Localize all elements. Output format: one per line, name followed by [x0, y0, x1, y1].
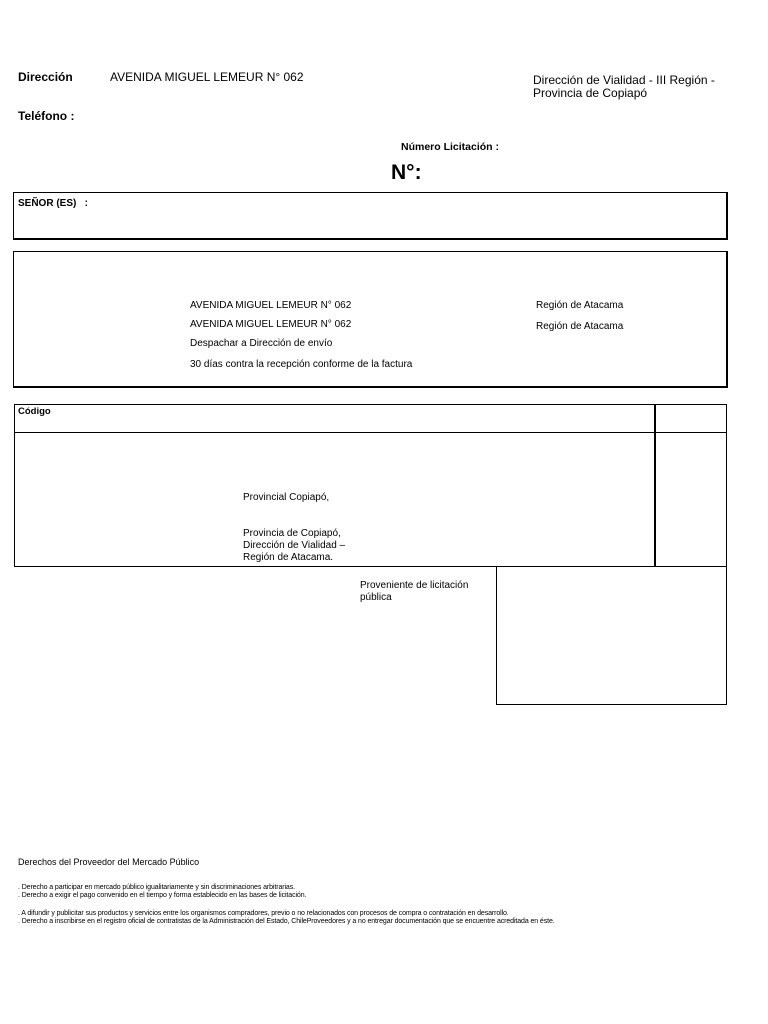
- codigo-column-divider: [654, 404, 656, 567]
- senor-box: [13, 192, 728, 240]
- senor-label: SEÑOR (ES) :: [18, 198, 89, 209]
- codigo-header: Código: [18, 406, 51, 417]
- provincial-text: Provincial Copiapó,: [243, 492, 330, 503]
- origin-line-1: Proveniente de licitación: [360, 580, 469, 591]
- origin-line-2: pública: [360, 592, 392, 603]
- block-line-2: Dirección de Vialidad –: [243, 540, 346, 551]
- dispatch-instructions: Despachar a Dirección de envío: [190, 338, 333, 349]
- block-line-1: Provincia de Copiapó,: [243, 528, 341, 539]
- block-line-3: Región de Atacama.: [243, 552, 334, 563]
- rights-item-4: . Derecho a inscribirse en el registro oficial de contratistas de la Administración del Estado, ChileProveedores y a no entregar documentación que se encuentre acreditada en éste.: [18, 918, 555, 925]
- dispatch-address-1: AVENIDA MIGUEL LEMEUR N° 062: [190, 300, 352, 311]
- rights-item-1: . Derecho a participar en mercado público igualitariamente y sin discriminaciones arbitrarias.: [18, 884, 295, 891]
- direccion-label: Dirección: [18, 70, 73, 84]
- dispatch-region-1: Región de Atacama: [536, 300, 624, 311]
- codigo-header-divider: [14, 432, 727, 433]
- codigo-table: [14, 404, 727, 567]
- payment-terms: 30 días contra la recepción conforme de la factura: [190, 359, 413, 370]
- rights-item-2: . Derecho a exigir el pago convenido en el tiempo y forma establecido en las bases de licitación.: [18, 892, 307, 899]
- rights-title: Derechos del Proveedor del Mercado Público: [18, 857, 200, 867]
- licitacion-label: Número Licitación :: [401, 141, 500, 153]
- org-line-2: Provincia de Copiapó: [533, 86, 648, 100]
- direccion-value: AVENIDA MIGUEL LEMEUR N° 062: [110, 70, 304, 84]
- telefono-label: Teléfono :: [18, 109, 75, 123]
- total-box: [496, 566, 727, 705]
- dispatch-address-2: AVENIDA MIGUEL LEMEUR N° 062: [190, 319, 352, 330]
- dispatch-region-2: Región de Atacama: [536, 321, 624, 332]
- numero-label: N°:: [391, 161, 422, 184]
- org-line-1: Dirección de Vialidad - III Región -: [533, 73, 715, 87]
- rights-item-3: . A difundir y publicitar sus productos y servicios entre los organismos compradores, previo o no relacionados con procesos de compra o contratación en desarrollo.: [18, 910, 509, 917]
